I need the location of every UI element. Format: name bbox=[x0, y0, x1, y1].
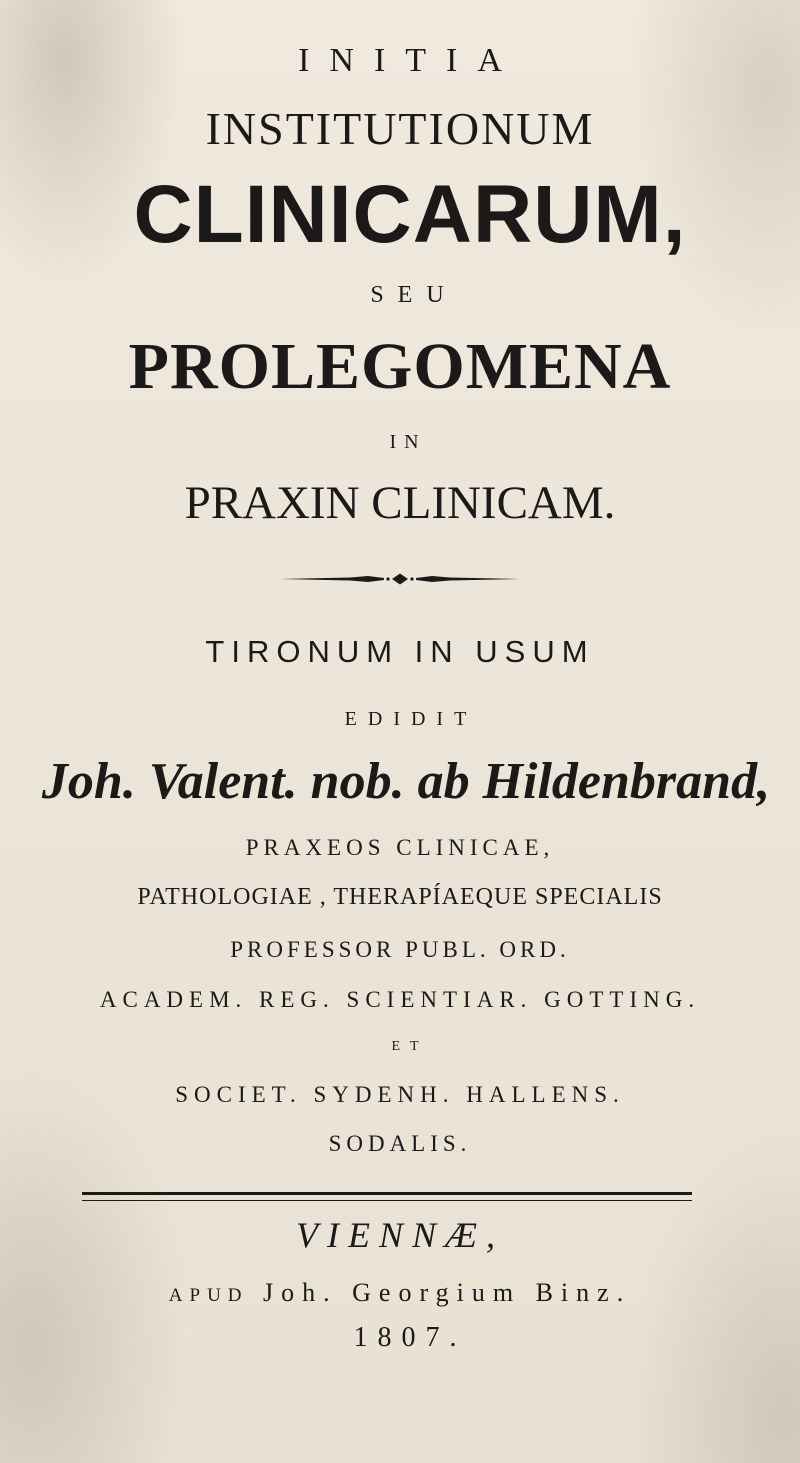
author-title-academ: ACADEM. REG. SCIENTIAR. GOTTING. bbox=[99, 987, 701, 1012]
author-title-professor: PROFESSOR PUBL. ORD. bbox=[230, 937, 570, 962]
imprint-publisher: Joh. Georgium Binz. bbox=[263, 1278, 632, 1307]
imprint-publisher-line bbox=[0, 1280, 800, 1306]
author-title-praxeos: PRAXEOS CLINICAE, bbox=[245, 835, 555, 860]
author-name: Joh. Valent. nob. ab Hildenbrand, bbox=[41, 753, 771, 810]
author-title-et: ET bbox=[391, 1039, 429, 1054]
title-edidit: EDIDIT bbox=[344, 708, 478, 730]
title-praxin-clinicam: PRAXIN CLINICAM. bbox=[184, 477, 616, 529]
title-tironum-in-usum: TIRONUM IN USUM bbox=[205, 634, 595, 669]
author-title-sodalis: SODALIS. bbox=[328, 1131, 472, 1156]
imprint-apud: APUD bbox=[168, 1285, 249, 1306]
imprint-year: 1807. bbox=[353, 1322, 467, 1353]
ornament-divider bbox=[0, 572, 800, 584]
title-prolegomena: PROLEGOMENA bbox=[128, 330, 672, 403]
title-seu: SEU bbox=[370, 282, 458, 308]
author-title-pathologiae: PATHOLOGIAE , THERAPÍAEQUE SPECIALIS bbox=[137, 884, 663, 910]
imprint-city: VIENNÆ, bbox=[295, 1215, 504, 1255]
author-title-societ: SOCIET. SYDENH. HALLENS. bbox=[175, 1082, 625, 1107]
diamond-ornament-icon bbox=[280, 573, 520, 585]
title-clinicarum: CLINICARUM, bbox=[133, 169, 687, 260]
title-in: IN bbox=[389, 431, 427, 453]
title-initia: INITIA bbox=[298, 42, 522, 79]
imprint-rule bbox=[82, 1192, 692, 1201]
title-institutionum: INSTITUTIONUM bbox=[205, 103, 595, 154]
